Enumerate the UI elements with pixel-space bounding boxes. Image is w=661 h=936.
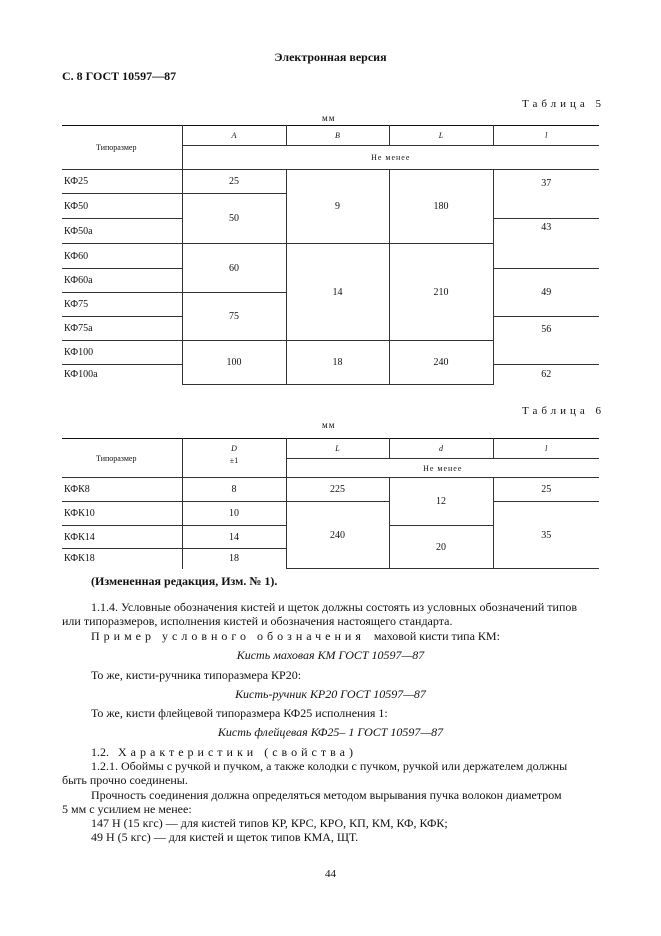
page-number: 44: [325, 868, 336, 880]
para-1-2-1-line2: быть прочно соединены.: [62, 773, 188, 787]
example-heading: [91, 629, 500, 644]
table6-caption: Таблица 6: [522, 405, 606, 417]
table6-cell-D: 18: [182, 549, 286, 569]
table6-col-L: L: [286, 439, 389, 459]
same-line-2: То же, кисти флейцевой типоразмера КФ25 исполнения 1:: [91, 706, 388, 720]
table5-header-name: Типоразмер: [62, 126, 182, 170]
table5-cell-B: 18: [286, 341, 389, 385]
table6-row-name: КФК8: [62, 478, 182, 502]
table5-cell-A: 75: [182, 293, 286, 341]
table5-cell-L: 210: [389, 244, 493, 341]
table5-cell-B: 14: [286, 244, 389, 341]
table5-cell-l: 62: [493, 365, 599, 385]
example-1: Кисть маховая КМ ГОСТ 10597—87: [236, 648, 425, 662]
section-1-2: [91, 745, 357, 760]
table6-cell-l: 35: [493, 502, 599, 569]
example-2: Кисть-ручник КР20 ГОСТ 10597—87: [235, 687, 426, 701]
table5-cell-A: 25: [182, 170, 286, 194]
table6-cell-D: 8: [182, 478, 286, 502]
top-title: Электронная версия: [274, 50, 387, 64]
para-1-2-1-line1: 1.2.1. Обоймы с ручкой и пучком, а также колодки с пучком, ручкой или держателем должны: [91, 759, 568, 773]
table5-col-B: B: [286, 126, 389, 146]
table6-cell-D: 10: [182, 502, 286, 526]
table5-caption: Таблица 5: [522, 98, 606, 110]
table5-row-name: КФ60а: [62, 269, 182, 293]
table5-unit: мм: [322, 113, 336, 123]
force-line-1: 147 Н (15 кгс) — для кистей типов КР, КРС, КРО, КП, КМ, КФ, КФК;: [91, 816, 448, 830]
table6: [62, 438, 599, 569]
table6-cell-d: 12: [389, 478, 493, 526]
table6-unit: мм: [322, 420, 336, 430]
para-1-1-4-line1: 1.1.4. Условные обозначения кистей и щеток должны состоять из условных обозначений типов: [91, 600, 578, 614]
table6-cell-d: 20: [389, 526, 493, 569]
table5-cell-A: 60: [182, 244, 286, 293]
table6-row-name: КФК18: [62, 549, 182, 569]
table5-row-name: КФ75а: [62, 317, 182, 341]
table6-row-name: КФК10: [62, 502, 182, 526]
para-strength-line2: 5 мм с усилием не менее:: [62, 802, 192, 816]
table5-cell-A: 50: [182, 194, 286, 244]
table5-cell-l: 56: [493, 317, 599, 365]
table6-col-l: l: [493, 439, 599, 459]
same-line-1: То же, кисти-ручника типоразмера КР20:: [91, 668, 302, 682]
table5-subheader: Не менее: [182, 146, 599, 170]
table5-cell-l: 49: [493, 269, 599, 317]
table5-row-name: КФ50: [62, 194, 182, 219]
table6-subheader: Не менее: [286, 459, 599, 478]
table6-col-D: [182, 439, 286, 478]
force-line-2: 49 Н (5 кгс) — для кистей и щеток типов КМА, ЩТ.: [91, 830, 359, 844]
table5-col-A: A: [182, 126, 286, 146]
table5-cell-B: 9: [286, 170, 389, 244]
table6-cell-D: 14: [182, 526, 286, 549]
edit-note: (Измененная редакция, Изм. № 1).: [91, 574, 278, 588]
table5-col-l: l: [493, 126, 599, 146]
document-id: С. 8 ГОСТ 10597—87: [62, 69, 177, 83]
table5-row-name: КФ100: [62, 341, 182, 365]
table6-cell-L: 240: [286, 502, 389, 569]
table5: [62, 125, 599, 385]
table5-cell-L: 240: [389, 341, 493, 385]
table6-cell-L: 225: [286, 478, 389, 502]
table5-col-L: L: [389, 126, 493, 146]
table5-row-name: КФ25: [62, 170, 182, 194]
table5-row-name: КФ75: [62, 293, 182, 317]
para-1-1-4-line2: или типоразмеров, исполнения кистей и обозначения настоящего стандарта.: [62, 614, 453, 628]
example-heading-spaced: Пример условного обозначения: [91, 629, 365, 643]
table6-row-name: КФК14: [62, 526, 182, 549]
table6-col-D-tolerance: ±1: [229, 456, 239, 465]
para-strength-line1: Прочность соединения должна определяться методом вырывания пучка волокон диаметром: [91, 788, 562, 802]
table5-cell-A: 100: [182, 341, 286, 385]
table5-row-name: КФ60: [62, 244, 182, 269]
table6-col-D-letter: D: [231, 444, 237, 453]
table5-row-name: КФ100а: [62, 365, 182, 385]
table6-col-d: d: [389, 439, 493, 459]
example-3: Кисть флейцевая КФ25– 1 ГОСТ 10597—87: [217, 725, 444, 739]
table6-header-name: Типоразмер: [62, 439, 182, 478]
section-1-2-title: Характеристики (свойства): [118, 745, 357, 759]
example-heading-rest: маховой кисти типа КМ:: [373, 629, 500, 643]
table6-cell-l: 25: [493, 478, 599, 502]
section-1-2-number: 1.2.: [91, 745, 109, 759]
table5-cell-l: 37: [493, 170, 599, 219]
table5-cell-L: 180: [389, 170, 493, 244]
table5-row-name: КФ50а: [62, 219, 182, 244]
table5-cell-l: 43: [493, 219, 599, 269]
